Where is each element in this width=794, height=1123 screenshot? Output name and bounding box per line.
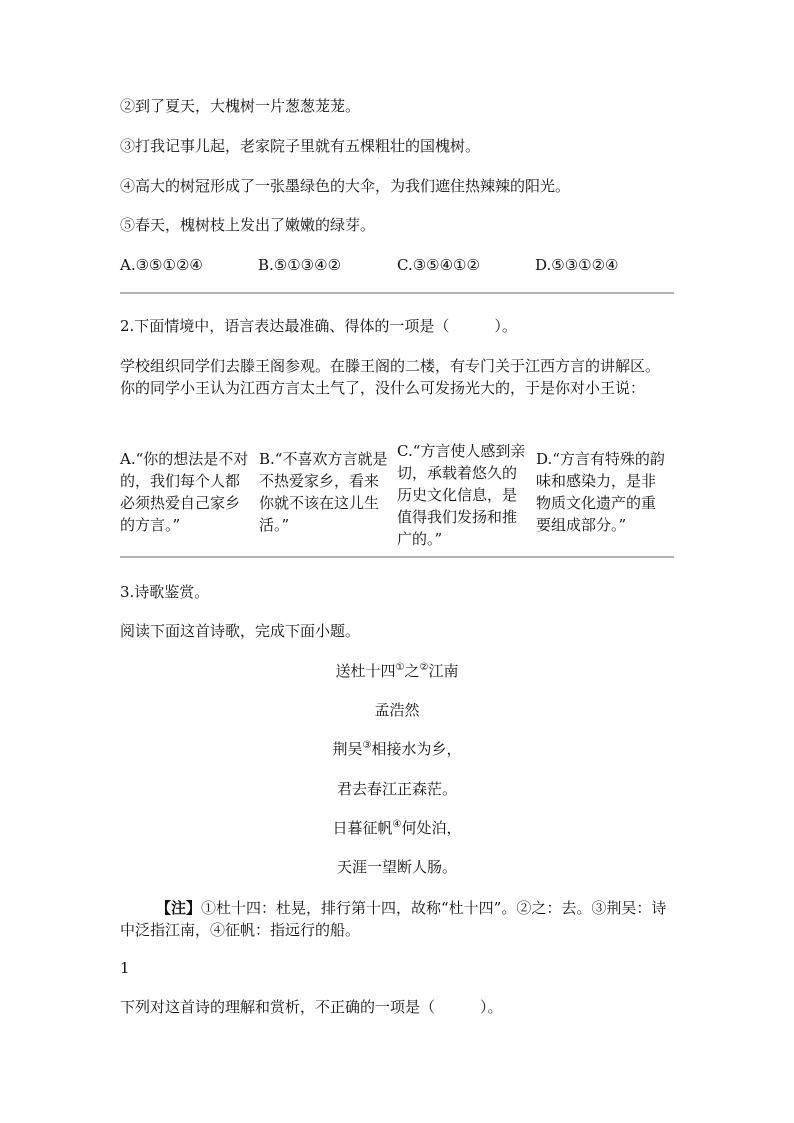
- poem-line-3: 日暮征帆④何处泊，: [332, 819, 462, 837]
- q2-context: 学校组织同学们去滕王阁参观。在滕王阁的二楼，有专门关于江西方言的讲解区。你的同学小王认为江西方言太土气了，没什么可发扬光大的，于是你对小王说：: [120, 357, 661, 397]
- sub-question-number: 1: [120, 959, 130, 977]
- q1-options: [120, 255, 674, 277]
- q1-option-a[interactable]: A.③⑤①②④: [120, 256, 203, 274]
- q1-sentence-5: ⑤春天，槐树枝上发出了嫩嫩的绿芽。: [120, 216, 376, 234]
- footnote-mark: ④: [392, 819, 402, 830]
- q1-option-c[interactable]: C.③⑤④①②: [397, 256, 480, 274]
- q1-option-b[interactable]: B.⑤①③④②: [258, 256, 342, 274]
- q2-option-c[interactable]: C.“方言使人感到亲切，承载着悠久的历史文化信息，是值得我们发扬和推广的。”: [397, 442, 526, 548]
- poem-line-4: 天涯一望断人肠。: [336, 858, 457, 876]
- q2-stem: 2.下面情境中，语言表达最准确、得体的一项是（ ）。: [120, 317, 517, 335]
- poem-notes: [120, 897, 674, 941]
- divider: [120, 556, 674, 558]
- divider: [120, 292, 674, 294]
- poem-line-2: 君去春江正森茫。: [336, 780, 457, 798]
- sub-question-stem: 下列对这首诗的理解和赏析，不正确的一项是（ ）。: [120, 998, 503, 1016]
- q3-instruction: 阅读下面这首诗歌，完成下面小题。: [120, 622, 361, 640]
- q2-option-b[interactable]: B.“不喜欢方言就是不热爱家乡，看来你就不该在这儿生活。”: [259, 450, 388, 534]
- footnote-mark: ①: [395, 662, 405, 673]
- exam-page: [120, 0, 674, 1123]
- q2-option-a[interactable]: A.“你的想法是不对的，我们每个人都必须热爱自己家乡的方言。”: [120, 450, 249, 534]
- note-label: 【注】: [156, 899, 202, 917]
- footnote-mark: ③: [362, 740, 372, 751]
- q1-sentence-3: ③打我记事儿起，老家院子里就有五棵粗壮的国槐树。: [120, 137, 481, 155]
- q1-option-d[interactable]: D.⑤③①②④: [535, 256, 619, 274]
- footnote-mark: ②: [419, 662, 429, 673]
- q1-sentence-2: ②到了夏天，大槐树一片葱葱茏茏。: [120, 97, 361, 115]
- poem-title: 送杜十四①之②江南: [335, 662, 459, 680]
- q3-stem: 3.诗歌鉴赏。: [120, 583, 210, 601]
- poem-line-1: 荆吴③相接水为乡，: [332, 740, 462, 758]
- q1-sentence-4: ④高大的树冠形成了一张墨绿色的大伞，为我们遮住热辣辣的阳光。: [120, 177, 571, 195]
- note-text: ①杜十四：杜晃，排行第十四，故称“杜十四”。②之：去。③荆吴：诗中泛指江南，④征帆：指远行的船。: [120, 899, 667, 939]
- poem-author: 孟浩然: [374, 701, 420, 719]
- q2-option-d[interactable]: D.“方言有特殊的韵味和感染力，是非物质文化遗产的重要组成部分。”: [536, 450, 665, 534]
